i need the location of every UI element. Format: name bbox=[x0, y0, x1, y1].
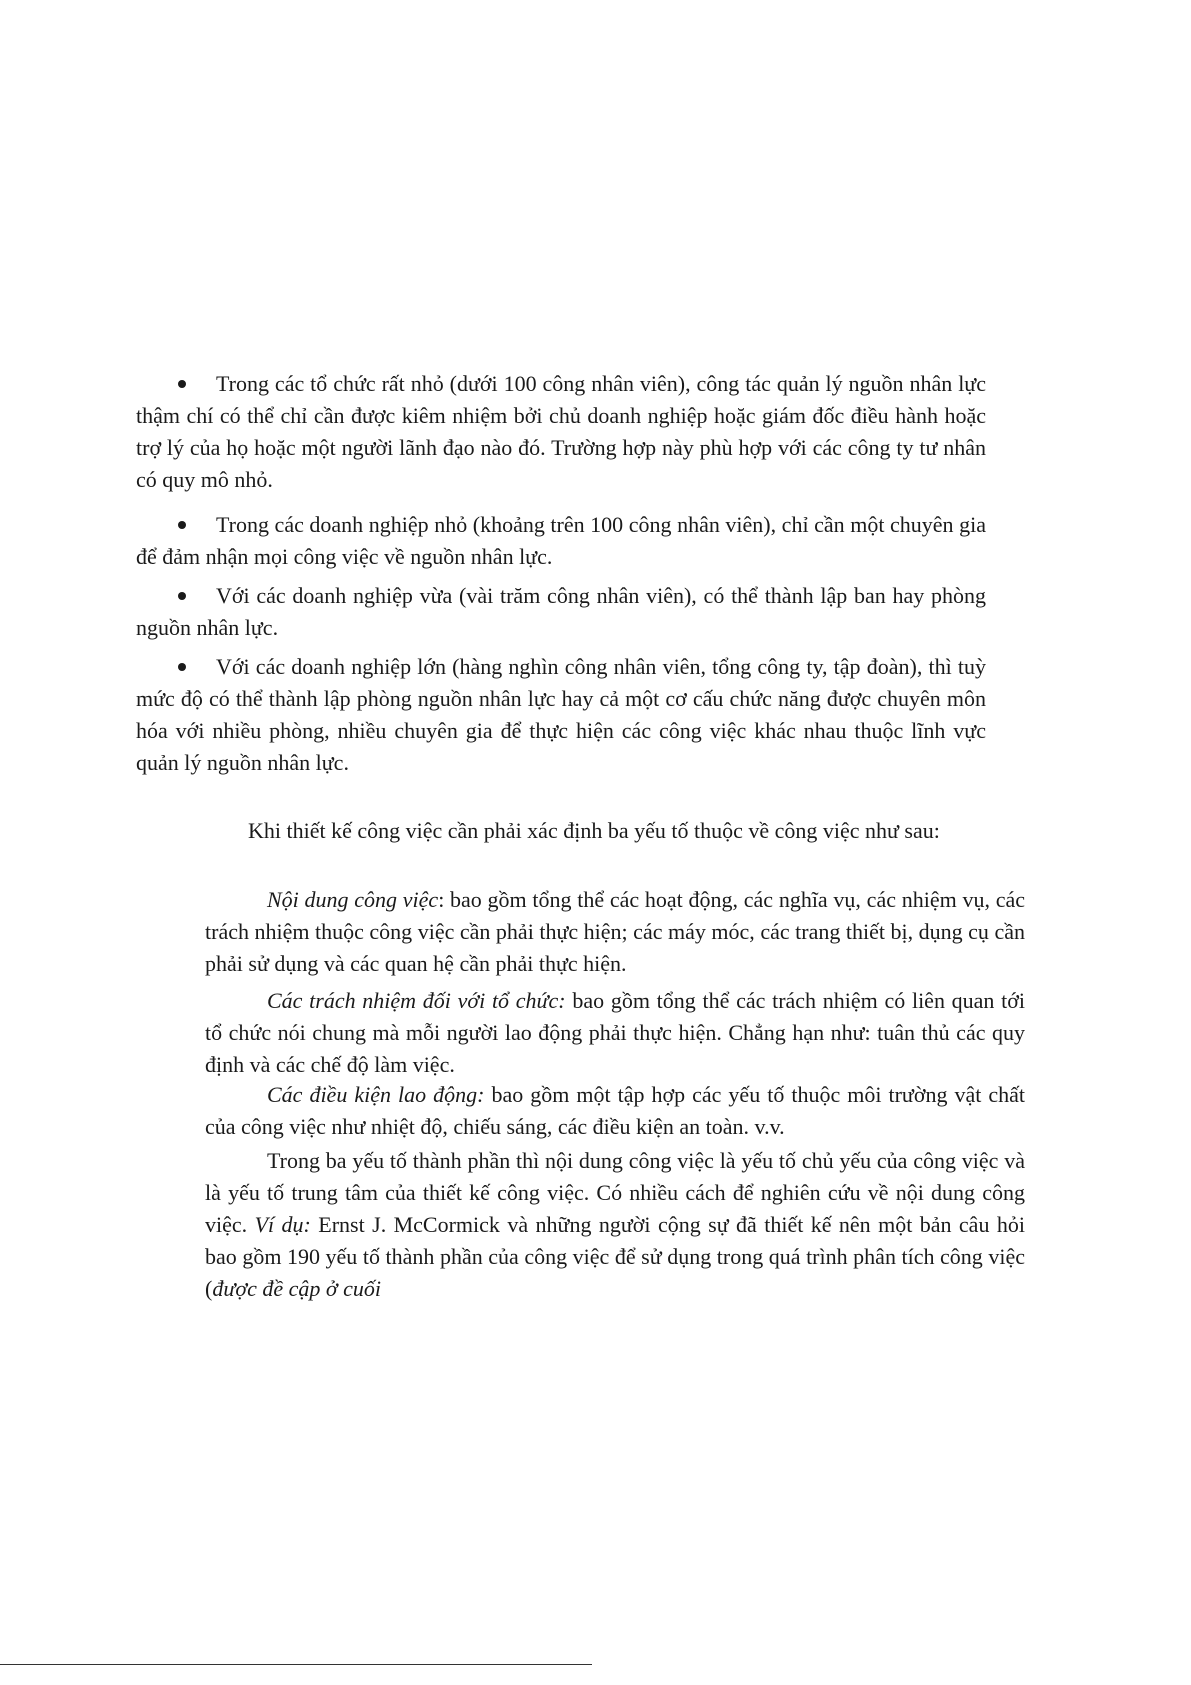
responsibility-term: Các trách nhiệm đối với tổ chức: bbox=[267, 988, 566, 1013]
responsibility-text: bao gồm tổng thể các trách nhiệm có liên quan tới tổ chức nói chung mà mỗi người lao động phải thực hiện. Chẳng hạn như: tuân thủ các quy định và các chế độ làm việc. bbox=[205, 988, 1026, 1077]
intro-paragraph: Khi thiết kế công việc cần phải xác định ba yếu tố thuộc về công việc như sau: bbox=[248, 818, 940, 843]
bullet-icon bbox=[178, 380, 186, 388]
conditions-text: bao gồm một tập hợp các yếu tố thuộc môi trường vật chất của công việc như nhiệt độ, chiếu sáng, các điều kiện an toàn. v.v. bbox=[205, 1082, 1025, 1139]
conditions-paragraph bbox=[205, 1079, 1025, 1143]
bullet-icon bbox=[178, 521, 186, 529]
closing-text-after: Ernst J. McCormick và những người cộng sự đã thiết kế nên một bản câu hỏi bao gồm 190 yếu tố thành phần của công việc để sử dụng trong quá trình phân tích công việc ( bbox=[205, 1212, 1025, 1301]
bullet-text: Với các doanh nghiệp lớn (hàng nghìn công nhân viên, tổng công ty, tập đoàn), thì tuỳ mức độ có thể thành lập phòng nguồn nhân lực hay cả một cơ cấu chức năng được chuyên môn hóa với nhiều phòng, nhiều chuyên gia để thực hiện các công việc khác nhau thuộc lĩnh vực quản lý nguồn nhân lực. bbox=[136, 654, 986, 775]
bullet-paragraph-small-org bbox=[136, 368, 986, 496]
closing-paragraph bbox=[205, 1145, 1025, 1305]
footnote-divider bbox=[0, 1664, 592, 1665]
bullet-paragraph-large-business bbox=[136, 651, 986, 779]
bullet-text: Trong các tổ chức rất nhỏ (dưới 100 công nhân viên), công tác quản lý nguồn nhân lực thậm chí có thể chỉ cần được kiêm nhiệm bởi chủ doanh nghiệp hoặc giám đốc điều hành hoặc trợ lý của họ hoặc một người lãnh đạo nào đó. Trường hợp này phù hợp với các công ty tư nhân có quy mô nhỏ. bbox=[136, 371, 986, 492]
bullet-icon bbox=[178, 592, 186, 600]
bullet-icon bbox=[178, 663, 186, 671]
closing-trailing-italic: được đề cập ở cuối bbox=[212, 1276, 381, 1301]
content-term: Nội dung công việc bbox=[267, 887, 439, 912]
closing-text-before: Trong ba yếu tố thành phần thì nội dung công việc là yếu tố chủ yếu của công việc và là yếu tố trung tâm của thiết kế công việc. Có nhiều cách để nghiên cứu về nội dung công việc. bbox=[205, 1148, 1025, 1237]
bullet-paragraph-medium-business bbox=[136, 580, 986, 644]
responsibility-paragraph bbox=[205, 985, 1025, 1081]
bullet-text: Trong các doanh nghiệp nhỏ (khoảng trên 100 công nhân viên), chỉ cần một chuyên gia để đảm nhận mọi công việc về nguồn nhân lực. bbox=[136, 512, 986, 569]
bullet-paragraph-small-business bbox=[136, 509, 986, 573]
content-text: : bao gồm tổng thể các hoạt động, các nghĩa vụ, các nhiệm vụ, các trách nhiệm thuộc công việc cần phải thực hiện; các máy móc, các trang thiết bị, dụng cụ cần phải sử dụng và các quan hệ cần phải thực hiện. bbox=[205, 887, 1025, 976]
content-paragraph bbox=[205, 884, 1025, 980]
conditions-term: Các điều kiện lao động: bbox=[267, 1082, 485, 1107]
example-label: Ví dụ: bbox=[254, 1212, 311, 1237]
bullet-text: Với các doanh nghiệp vừa (vài trăm công nhân viên), có thể thành lập ban hay phòng nguồn nhân lực. bbox=[136, 583, 986, 640]
